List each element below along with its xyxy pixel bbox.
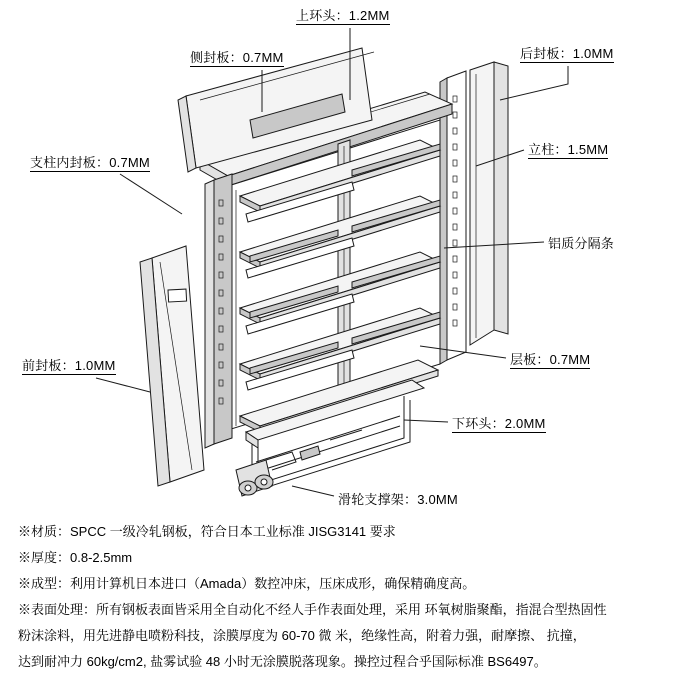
callout-front-seal-plate: 前封板：1.0MM [22, 358, 116, 373]
front-seal-panel-shape [140, 246, 204, 486]
note-surface-treatment-line2: 粉沫涂料，用先进静电喷粉科技，涂膜厚度为 60-70 微 米，绝缘性高，附着力强，耐摩擦、 抗撞， [18, 628, 586, 643]
callout-top-ring: 上环头：1.2MM [296, 8, 390, 23]
callout-side-seal-plate: 侧封板：0.7MM [190, 50, 284, 65]
note-surface-treatment-line3: 达到耐冲力 60kg/cm2, 盐雾试验 48 小时无涂膜脱落现象。操控过程合乎国际标准 BS6497。 [18, 654, 547, 669]
back-seal-panel-shape [470, 62, 508, 345]
note-thickness: ※厚度：0.8-2.5mm [18, 550, 133, 565]
callout-inner-seal-plate: 支柱内封板：0.7MM [30, 155, 150, 170]
left-column-shape [205, 174, 232, 448]
callout-roller-bracket: 滑轮支撑架：3.0MM [338, 492, 458, 507]
callout-aluminium-divider: 铝质分隔条 [548, 236, 615, 251]
specification-notes [18, 520, 686, 676]
callout-shelf-board: 层板：0.7MM [510, 352, 591, 367]
callout-column: 立柱：1.5MM [528, 142, 609, 157]
callout-back-seal-plate: 后封板：1.0MM [520, 46, 614, 61]
note-material: ※材质：SPCC 一级冷轧钢板，符合日本工业标准 JISG3141 要求 [18, 524, 396, 539]
note-surface-treatment-line1: ※表面处理：所有钢板表面皆采用全自动化不经人手作表面处理，采用 环氧树脂聚酯，指混合型热固性 [18, 602, 607, 617]
note-forming: ※成型：利用计算机日本进口（Amada）数控冲床，压床成形，确保精确度高。 [18, 576, 476, 591]
callout-bottom-ring: 下环头：2.0MM [452, 416, 546, 431]
